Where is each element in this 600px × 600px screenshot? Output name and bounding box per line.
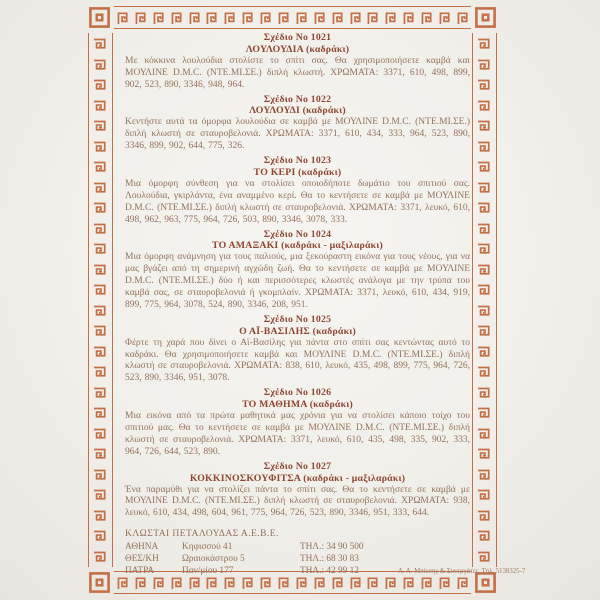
- greek-key-motif-icon: [475, 159, 494, 174]
- design-number: Σχέδιο Νο 1024: [263, 228, 332, 240]
- border-corner-square-icon: [88, 6, 111, 29]
- greek-key-motif-icon: [91, 241, 110, 256]
- design-title: Ο ΑΪ-ΒΑΣΙΛΗΣ (καδράκι): [239, 325, 356, 337]
- greek-key-motif-icon: [475, 262, 494, 277]
- greek-key-motif-icon: [91, 200, 110, 215]
- border-corner-square-icon: [474, 6, 497, 29]
- greek-key-motif-icon: [91, 364, 110, 379]
- greek-key-motif-icon: [475, 36, 494, 51]
- design-number: Σχέδιο Νο 1025: [263, 313, 332, 325]
- greek-key-motif-icon: [91, 446, 110, 461]
- design-title: ΛΟΥΛΟΥΔΙΑ (καδράκι): [245, 43, 350, 55]
- design-section: [125, 229, 470, 312]
- location-city: ΠΑΤΡΑ: [125, 566, 155, 577]
- greek-key-motif-icon: [475, 77, 494, 92]
- design-description: Μια εικόνα από τα πρώτα μαθητικά μας χρόνια για να στολίσει κάποιο τοίχο του σπιτιού μας. Θα το κεντήσετε σε καμβά με ΜΟΥΛΙΝΕ D.M.C. (ΝΤΕ.ΜΙ.ΣΕ.) διπλή κλωστή σε σταυροβελονιά. ΧΡΩΜΑΤΑ: 3371, λευκό, 610, 435, 498, 335, 902, 333, 964, 726, 644, 523, 890.: [125, 411, 470, 457]
- greek-key-motif-icon: [475, 385, 494, 400]
- greek-key-motif-icon: [169, 8, 184, 27]
- greek-key-motif-icon: [475, 200, 494, 215]
- greek-key-motif-icon: [348, 8, 363, 27]
- greek-key-motif-icon: [475, 139, 494, 154]
- design-description: Κεντήστε αυτά τα όμορφα λουλούδια σε καμβά με ΜΟΥΛΙΝΕ D.M.C. (ΝΤΕ.ΜΙ.ΣΕ.) διπλή κλωστή σε σταυροβελονιά. ΧΡΩΜΑΤΑ: 3371, 610, 434, 333, 964, 523, 890, 3346, 899, 902, 644, 775, 326.: [125, 117, 470, 152]
- design-number: Σχέδιο Νο 1022: [263, 93, 332, 105]
- greek-key-motif-icon: [91, 323, 110, 338]
- footer-location-row: [125, 553, 470, 565]
- border-corner-square-icon: [88, 571, 111, 594]
- location-address: Παν/μίου 177: [182, 566, 234, 577]
- location-phone: ΤΗΛ.: 42 99 12: [300, 566, 359, 577]
- greek-key-motif-icon: [419, 8, 434, 27]
- greek-key-motif-icon: [91, 77, 110, 92]
- design-section: [125, 461, 470, 521]
- design-description: Φέρτε τη χαρά που δίνει ο Αϊ-Βασίλης για πάντα στο σπίτι σας κεντώντας αυτό το καδράκι. Θα χρησιμοποιήσετε καμβά και ΜΟΥΛΙΝΕ D.M.C. (ΝΤΕ.ΜΙ.ΣΕ.) διπλή κλωστή σε σταυροβελονιά. ΧΡΩΜΑΤΑ: 838, 610, λευκό, 435, 498, 899, 775, 964, 726, 523, 890, 3346, 951, 3078.: [125, 337, 470, 384]
- border-corner-bottom-left: [88, 571, 111, 594]
- greek-key-motif-icon: [475, 467, 494, 482]
- greek-key-motif-icon: [437, 8, 452, 27]
- greek-key-motif-icon: [133, 8, 148, 27]
- greek-key-motif-icon: [475, 57, 494, 72]
- location-phone: ΤΗΛ.: 68 30 83: [300, 553, 359, 564]
- greek-key-motif-icon: [475, 323, 494, 338]
- design-section: [125, 387, 470, 458]
- greek-key-motif-icon: [187, 8, 202, 27]
- greek-key-motif-icon: [91, 180, 110, 195]
- greek-key-motif-icon: [91, 36, 110, 51]
- greek-key-motif-icon: [455, 8, 470, 27]
- greek-key-motif-icon: [91, 159, 110, 174]
- design-description: Μια όμορφη σύνθεση για να στολίσει οποιοδήποτε δωμάτιο του σπιτιού σας. Λουλούδια, γκιρλάντα, ένα αναμμένο κερί. Θα το κεντήσετε σε καμβά με ΜΟΥΛΙΝΕ D.M.C. (ΝΤΕ.ΜΙ.ΣΕ.) διπλή κλωστή σε σταυροβελονιά. ΧΡΩΜΑΤΑ: 3371, λευκό, 610, 498, 962, 963, 775, 964, 726, 503, 890, 3346, 3078, 333.: [125, 178, 470, 225]
- border-top-band: [88, 6, 497, 29]
- greek-key-motif-icon: [475, 487, 494, 502]
- design-title: ΤΟ ΜΑΘΗΜΑ (καδράκι): [242, 399, 353, 411]
- greek-key-motif-icon: [204, 8, 219, 27]
- greek-key-motif-icon: [91, 98, 110, 113]
- design-title: ΚΟΚΚΙΝΟΣΚΟΥΦΙΤΣΑ (καδράκι - μαξιλαράκι): [189, 472, 406, 484]
- design-number: Σχέδιο Νο 1021: [263, 32, 332, 43]
- design-number: Σχέδιο Νο 1027: [263, 460, 332, 472]
- greek-key-motif-icon: [475, 241, 494, 256]
- design-description: Μια όμορφη ανάμνηση για τους παλιούς, μια ξεκούραστη εικόνα για τους νέους, για να μας βγάζει από τη σημερινή αγχώδη ζωή. Θα το κεντήσετε σε καμβά με ΜΟΥΛΙΝΕ D.M.C. (ΝΤΕ.ΜΙ.ΣΕ.) δύο ή και περισσότερες κλωστές ανάλογα με την τρύπα του καμβά σας, σε σταυροβελονιά ή γκομπλαίν. ΧΡΩΜΑΤΑ: 3371, λευκό, 610, 434, 919, 899, 775, 964, 3078, 524, 890, 3346, 208, 951.: [125, 252, 470, 310]
- greek-key-motif-icon: [365, 8, 380, 27]
- greek-key-motif-icon: [91, 344, 110, 359]
- greek-key-motif-icon: [475, 446, 494, 461]
- greek-key-motif-icon: [222, 8, 237, 27]
- greek-key-motif-icon: [383, 8, 398, 27]
- location-city: ΘΕΣ/ΚΗ: [125, 553, 159, 564]
- design-section: [125, 314, 470, 385]
- greek-key-motif-icon: [475, 118, 494, 133]
- greek-key-motif-icon: [115, 8, 130, 27]
- greek-key-motif-icon: [475, 303, 494, 318]
- company-name: ΚΛΩΣΤΑΙ ΠΕΤΑΛΟΥΔΑΣ Α.Ε.Β.Ε.: [125, 528, 279, 540]
- greek-key-motif-icon: [91, 262, 110, 277]
- greek-key-motif-icon: [91, 487, 110, 502]
- footer: [125, 528, 526, 578]
- greek-key-motif-icon: [91, 57, 110, 72]
- border-corner-top-left: [88, 6, 111, 29]
- greek-key-motif-icon: [276, 8, 291, 27]
- greek-key-motif-icon: [91, 118, 110, 133]
- footer-location-row: [125, 565, 526, 578]
- design-section: [125, 94, 470, 154]
- greek-key-motif-icon: [475, 98, 494, 113]
- greek-key-motif-icon: [475, 344, 494, 359]
- greek-key-motif-icon: [91, 549, 110, 564]
- greek-key-motif-icon: [91, 426, 110, 441]
- greek-key-motif-icon: [475, 528, 494, 543]
- greek-key-motif-icon: [330, 8, 345, 27]
- greek-key-motif-icon: [475, 221, 494, 236]
- design-sections: [125, 32, 470, 520]
- greek-key-motif-icon: [91, 508, 110, 523]
- greek-key-motif-icon: [240, 8, 255, 27]
- location-address: Ωραιοκάστρου 5: [182, 553, 245, 564]
- greek-key-motif-icon: [401, 8, 416, 27]
- footer-location-row: [125, 541, 470, 553]
- greek-key-motif-icon: [151, 8, 166, 27]
- border-right-strip: [472, 33, 497, 567]
- greek-key-motif-icon: [475, 282, 494, 297]
- greek-key-motif-icon: [91, 303, 110, 318]
- design-description: Ένα παραμύθι για να στολίζει πάντα το σπίτι σας. Θα το κεντήσετε σε καμβά με ΜΟΥΛΙΝΕ D.M.C. (ΝΤΕ.ΜΙ.ΣΕ.) διπλή κλωστή σε σταυροβελονιά. ΧΡΩΜΑΤΑ: 938, λευκό, 610, 434, 498, 604, 961, 775, 964, 726, 523, 890, 3346, 951, 333, 644.: [125, 484, 470, 519]
- border-corner-top-right: [474, 6, 497, 29]
- greek-key-motif-icon: [91, 221, 110, 236]
- page-content: [125, 30, 526, 578]
- border-left-strip: [88, 33, 113, 567]
- location-phone: ΤΗΛ.: 34 90 500: [300, 541, 364, 552]
- greek-key-motif-icon: [475, 364, 494, 379]
- greek-key-motif-icon: [91, 405, 110, 420]
- greek-key-motif-icon: [312, 8, 327, 27]
- greek-key-motif-icon: [294, 8, 309, 27]
- greek-key-motif-icon: [91, 139, 110, 154]
- greek-key-motif-icon: [91, 528, 110, 543]
- greek-key-motif-icon: [475, 180, 494, 195]
- border-top-strip: [114, 6, 471, 29]
- greek-key-motif-icon: [475, 405, 494, 420]
- location-address: Κηφισσού 41: [182, 541, 233, 552]
- design-title: ΤΟ ΑΜΑΞΑΚΙ (καδράκι - μαξιλαράκι): [212, 240, 383, 252]
- design-title: ΛΟΥΛΟΥΔΙ (καδράκι): [249, 105, 346, 117]
- design-number: Σχέδιο Νο 1026: [263, 387, 332, 399]
- design-number: Σχέδιο Νο 1023: [263, 155, 332, 167]
- greek-key-motif-icon: [258, 8, 273, 27]
- greek-key-motif-icon: [91, 467, 110, 482]
- design-description: Με κόκκινα λουλούδια στολίστε το σπίτι σας. Θα χρησιμοποιήσετε καμβά και ΜΟΥΛΙΝΕ D.M.C. (ΝΤΕ.ΜΙ.ΣΕ.) διπλή κλωστή. ΧΡΩΜΑΤΑ: 3371, 610, 498, 899, 902, 523, 890, 3346, 948, 964.: [125, 55, 470, 90]
- footer-locations: [125, 541, 526, 579]
- greek-key-motif-icon: [475, 549, 494, 564]
- design-title: ΤΟ ΚΕΡΙ (καδράκι): [253, 166, 342, 178]
- greek-key-motif-icon: [475, 508, 494, 523]
- greek-key-motif-icon: [475, 426, 494, 441]
- greek-key-motif-icon: [91, 282, 110, 297]
- printer-credit: Α. Α. Μπίτσης & Συνεργάτες, Τηλ. 5138325-7: [398, 568, 526, 576]
- design-section: [125, 32, 470, 92]
- design-section: [125, 155, 470, 226]
- location-city: ΑΘΗΝΑ: [125, 541, 159, 552]
- greek-key-motif-icon: [91, 385, 110, 400]
